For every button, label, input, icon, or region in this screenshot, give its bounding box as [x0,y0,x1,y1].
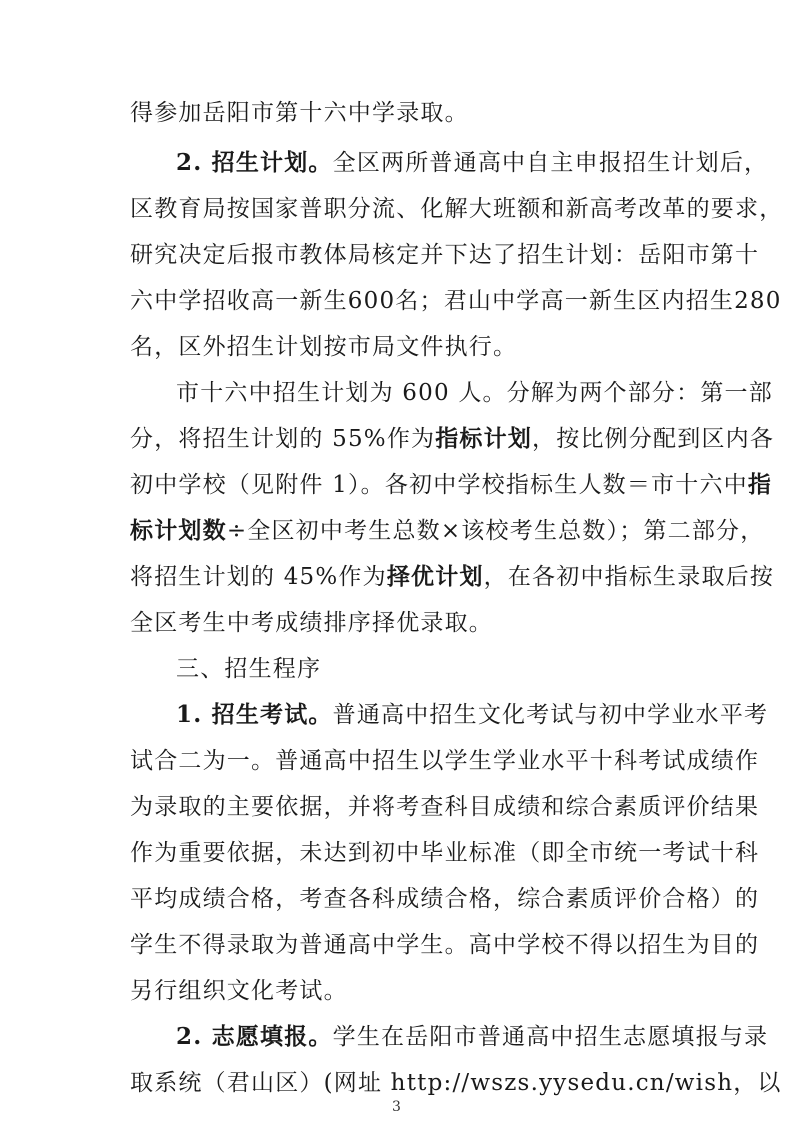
section-heading-enrollment-plan: 2. 招生计划。 [176,149,333,176]
section-heading-application: 2. 志愿填报。 [176,1023,333,1050]
paragraph-line [130,281,782,321]
paragraph-line [176,695,769,735]
bold-term-merit-plan: 择优计划 [386,563,484,590]
text-run: 将招生计划的 45%作为 [130,564,387,590]
text-run: 学生不得录取为普通高中学生。高中学校不得以招生为目的 [130,932,760,958]
paragraph-line [130,465,773,505]
text-run: 得参加岳阳市第十六中学录取。 [130,100,469,126]
paragraph-line [176,143,769,183]
paragraph-line [130,557,775,597]
paragraph-line [130,879,760,919]
section-heading-enrollment-exam: 1. 招生考试。 [176,701,333,728]
text-run: 市十六中招生计划为 600 人。分解为两个部分：第一部 [176,380,773,406]
text-run: 取系统（君山区）(网址 http://wszs.yysedu.cn/wish，以 [130,1070,782,1096]
paragraph-line [130,787,760,827]
paragraph-line [130,327,690,367]
paragraph-line [130,971,690,1011]
text-run: 研究决定后报市教体局核定并下达了招生计划：岳阳市第十 [130,242,760,268]
text-run: ，按比例分配到区内各 [532,426,775,452]
text-run: 试合二为一。普通高中招生以学生学业水平十科考试成绩作 [130,748,760,774]
bold-term-quota-plan-part: 指 [747,471,773,498]
text-run: 学生在岳阳市普通高中招生志愿填报与录 [332,1024,769,1050]
paragraph-line [130,93,690,133]
text-run: ，在各初中指标生录取后按 [483,564,775,590]
text-run: 为录取的主要依据，并将考查科目成绩和综合素质评价结果 [130,794,760,820]
bold-term-quota-plan-count: 标计划数 [130,517,227,544]
text-run: 三、招生程序 [176,656,322,682]
paragraph-line [176,373,773,413]
text-run: 全区两所普通高中自主申报招生计划后， [332,150,769,176]
text-run: 初中学校（见附件 1）。各初中学校指标生人数＝市十六中 [130,472,748,498]
paragraph-line [130,235,760,275]
text-run: 区教育局按国家普职分流、化解大班额和新高考改革的要求， [130,196,784,222]
text-run: 另行组织文化考试。 [130,978,348,1004]
paragraph-line [130,925,760,965]
text-run: 全区考生中考成绩排序择优录取。 [130,610,493,636]
paragraph-line [176,1017,769,1057]
paragraph-line [130,189,784,229]
text-run: ÷全区初中考生总数×该校考生总数）；第二部分， [226,518,765,544]
text-run: 作为重要依据，未达到初中毕业标准（即全市统一考试十科 [130,840,760,866]
paragraph-line [130,603,690,643]
text-run: 六中学招收高一新生600名；君山中学高一新生区内招生280 [130,288,782,314]
paragraph-line [130,511,765,551]
text-run: 名，区外招生计划按市局文件执行。 [130,334,518,360]
text-run: 普通高中招生文化考试与初中学业水平考 [332,702,769,728]
text-run: 分，将招生计划的 55%作为 [130,426,436,452]
paragraph-line [130,833,760,873]
text-run: 平均成绩合格，考查各科成绩合格，综合素质评价合格）的 [130,886,760,912]
bold-term-quota-plan: 指标计划 [435,425,533,452]
paragraph-line [130,419,775,459]
paragraph-line [130,741,760,781]
page-number: 3 [392,1099,401,1115]
section-title-enrollment-procedure [176,649,690,689]
